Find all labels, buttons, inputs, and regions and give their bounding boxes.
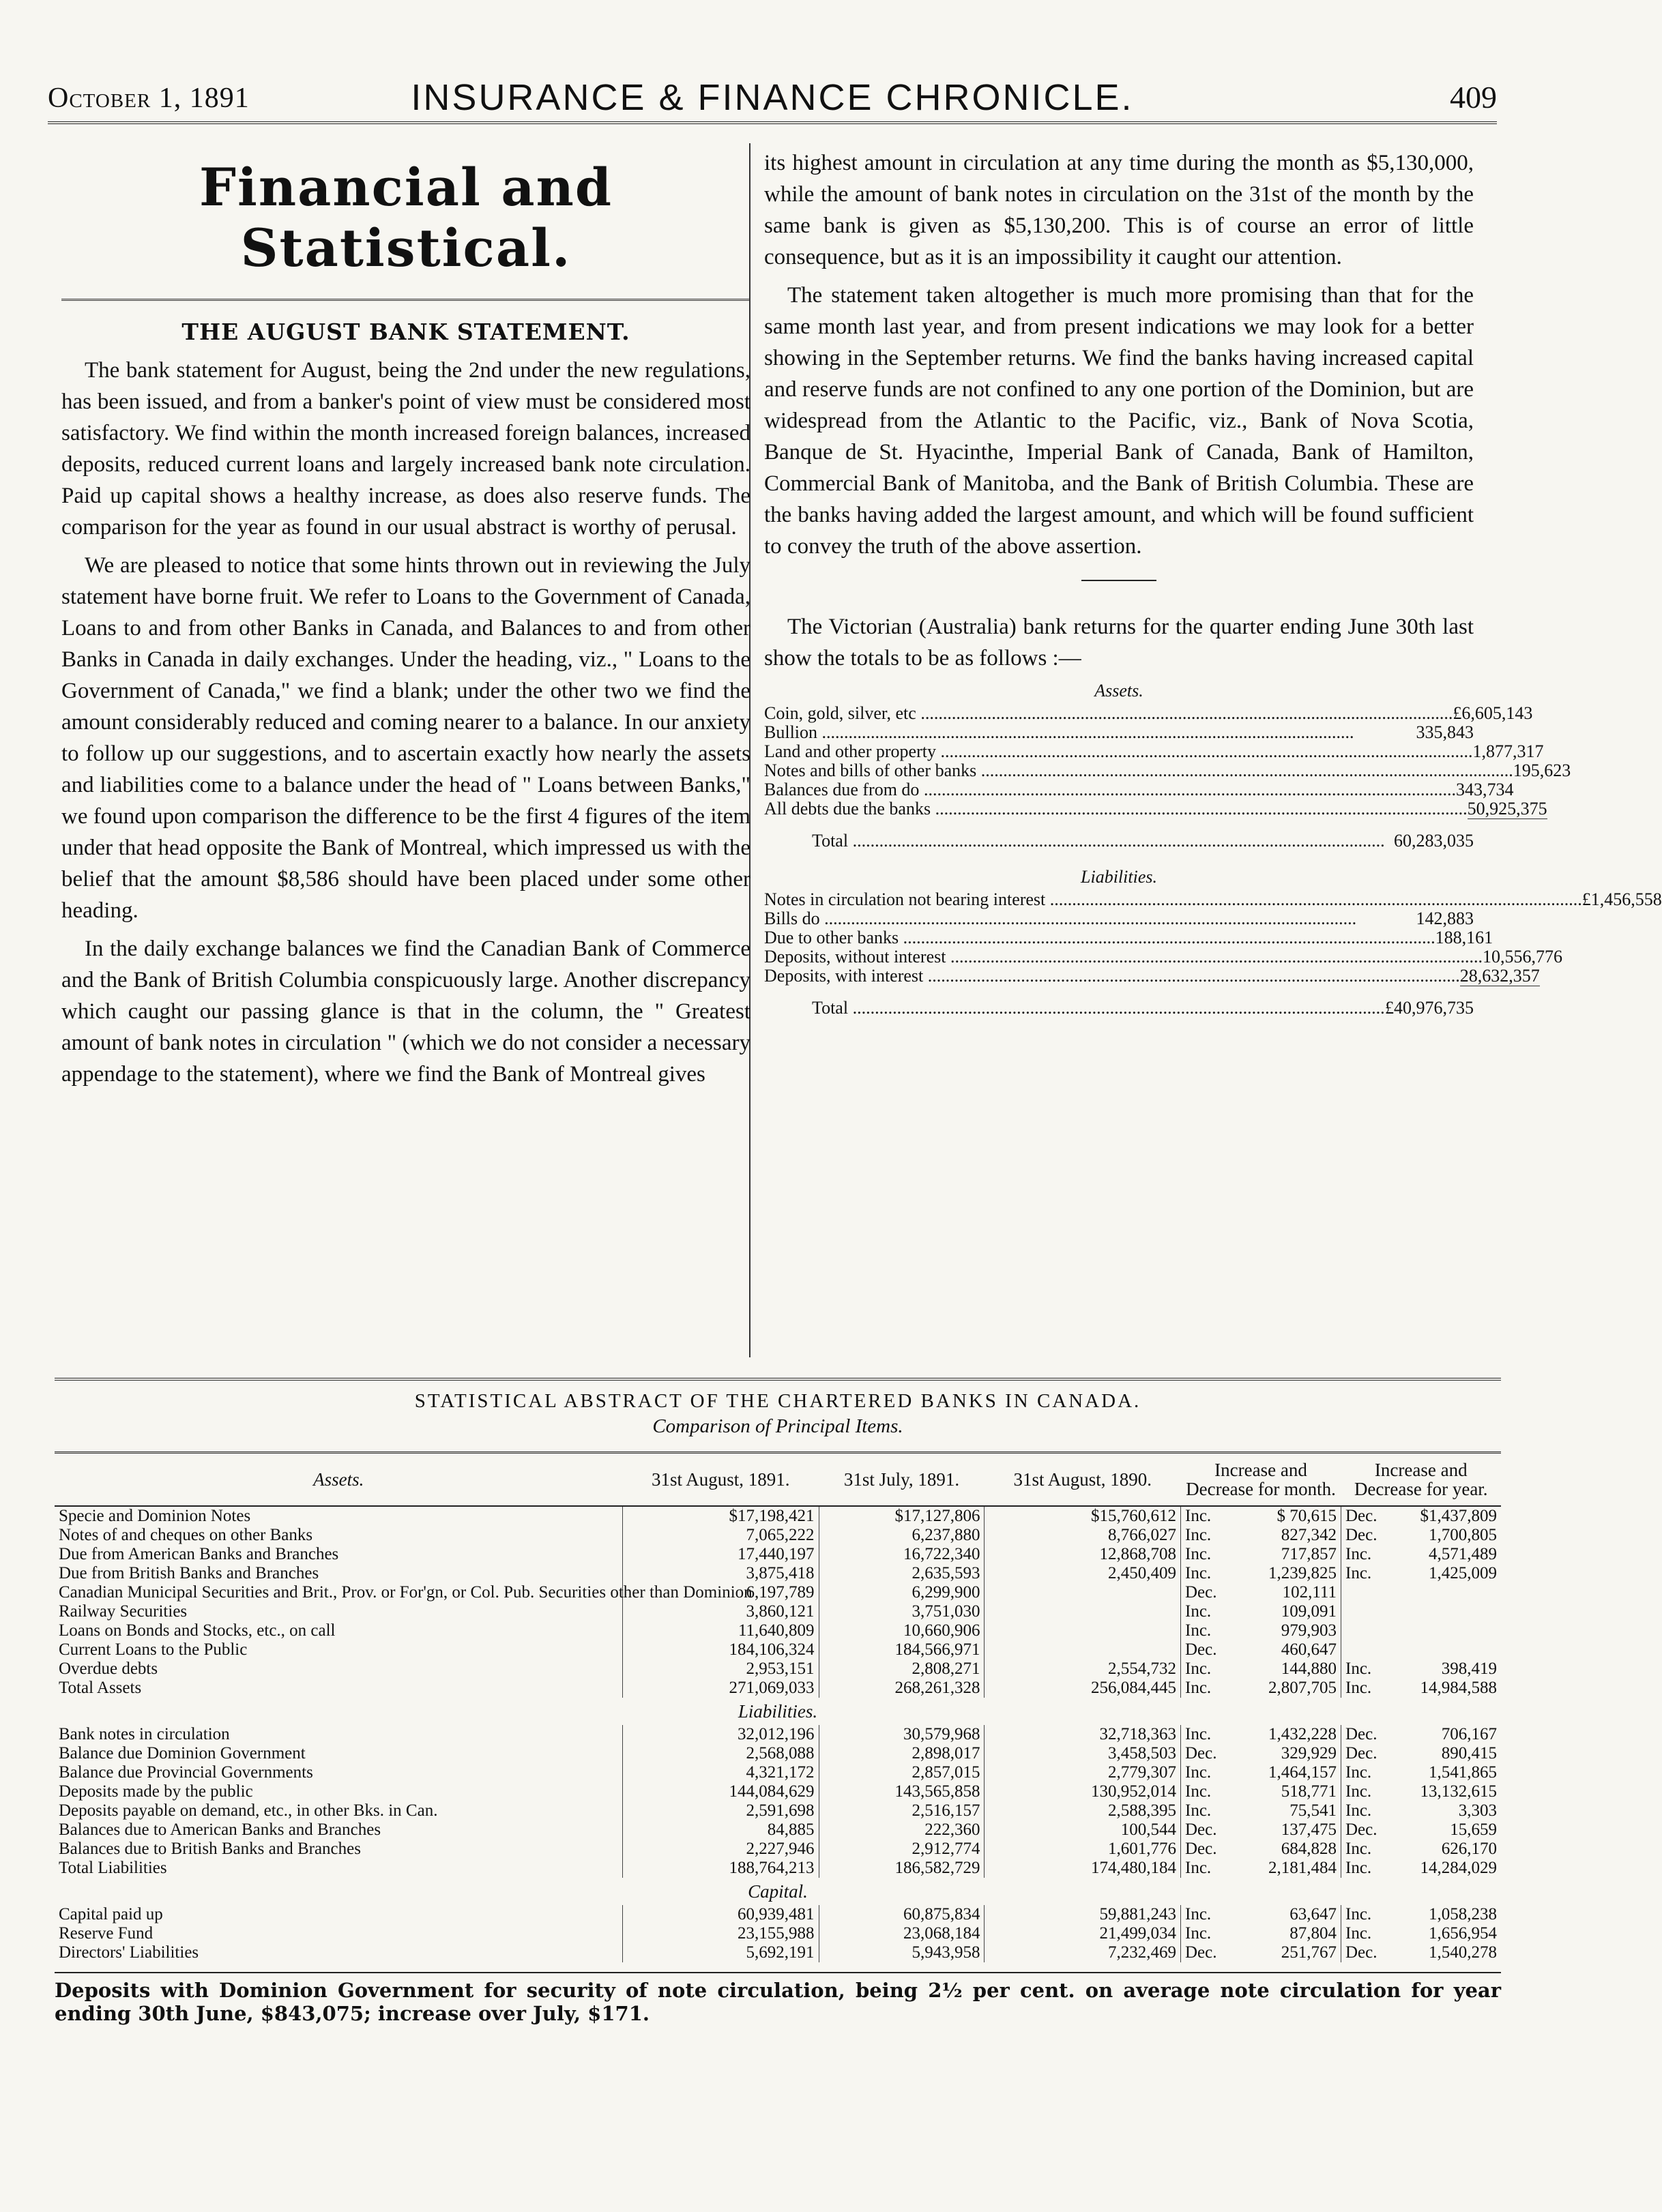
value-aug-1891: $17,198,421 [623,1506,819,1526]
value-jul-1891: 2,912,774 [819,1840,985,1859]
value-aug-1891: 5,692,191 [623,1943,819,1962]
value-aug-1890 [985,1583,1181,1602]
ledger-row: Balances due from do ..... 343,734 [764,780,1474,799]
month-change: 1,464,157 [1268,1763,1337,1782]
table-row [55,1859,1501,1878]
month-direction: Inc. [1181,1679,1231,1698]
value-aug-1891: 11,640,809 [623,1621,819,1640]
value-aug-1890: 256,084,445 [985,1679,1181,1698]
value-aug-1890: 174,480,184 [985,1859,1181,1878]
year-change: 398,419 [1441,1660,1497,1678]
page-number: 409 [1450,80,1497,115]
month-change: 102,111 [1282,1583,1337,1602]
table-row [55,1820,1501,1840]
value-jul-1891: 6,237,880 [819,1526,985,1545]
value-jul-1891: $17,127,806 [819,1506,985,1526]
ledger-row: Notes and bills of other banks ..... 195,623 [764,761,1474,780]
value-jul-1891: 2,857,015 [819,1763,985,1782]
table-row [55,1924,1501,1943]
year-change: $1,437,809 [1420,1507,1497,1525]
value-aug-1891: 3,860,121 [623,1602,819,1621]
row-label: Specie and Dominion Notes [59,1507,251,1525]
value-jul-1891: 268,261,328 [819,1679,985,1698]
ledger-row: Land and other property ..... 1,877,317 [764,742,1474,761]
value-aug-1891: 2,591,698 [623,1801,819,1820]
value-jul-1891: 184,566,971 [819,1640,985,1660]
value-aug-1890: 100,544 [985,1820,1181,1840]
ledger-row: Coin, gold, silver, etc ..... £6,605,143 [764,704,1474,723]
row-label: Deposits made by the public [59,1782,253,1801]
table-row [55,1621,1501,1640]
capital-heading-section [55,1878,1501,1905]
year-change: 3,303 [1458,1801,1497,1820]
value-jul-1891: 143,565,858 [819,1782,985,1801]
year-direction: Dec. [1341,1744,1391,1763]
value-jul-1891: 3,751,030 [819,1602,985,1621]
month-direction: Inc. [1181,1545,1231,1564]
col-header-month-change: Increase and Decrease for month. [1181,1453,1341,1507]
table-row [55,1943,1501,1962]
value-jul-1891: 186,582,729 [819,1859,985,1878]
value-aug-1890: 1,601,776 [985,1840,1181,1859]
victorian-liabilities-list [764,889,1662,1018]
value-aug-1890: 12,868,708 [985,1545,1181,1564]
value-aug-1891: 60,939,481 [623,1905,819,1924]
table-row [55,1763,1501,1782]
row-label: Reserve Fund [59,1924,154,1943]
month-direction: Inc. [1181,1621,1231,1640]
col-header-aug-1891: 31st August, 1891. [623,1453,819,1507]
ledger-row: Deposits, without interest ..... 10,556,776 [764,947,1474,967]
value-aug-1890: 2,450,409 [985,1564,1181,1583]
col-header-year-change: Increase and Decrease for year. [1341,1453,1502,1507]
year-change: 1,541,865 [1429,1763,1497,1782]
value-jul-1891: 5,943,958 [819,1943,985,1962]
table-row [55,1725,1501,1744]
col-header-assets: Assets. [55,1453,623,1507]
value-jul-1891: 60,875,834 [819,1905,985,1924]
ledger-row: Deposits, with interest ..... 28,632,357 [764,967,1474,986]
month-change: 460,647 [1281,1640,1337,1659]
year-direction: Inc. [1341,1660,1391,1679]
value-aug-1891: 271,069,033 [623,1679,819,1698]
year-change: 4,571,489 [1429,1545,1497,1563]
row-label: Deposits payable on demand, etc., in other Bks. in Can. [59,1801,438,1820]
table-subheading-row [55,1698,1501,1725]
row-label: Total Assets [59,1679,142,1697]
value-aug-1891: 144,084,629 [623,1782,819,1801]
month-direction: Inc. [1181,1859,1231,1878]
ledger-total-row: Total ..... 60,283,035 [764,831,1474,851]
row-label: Overdue debts [59,1660,158,1678]
year-change: 626,170 [1441,1840,1497,1858]
row-label: Balance due Dominion Government [59,1744,306,1763]
value-aug-1890: 2,588,395 [985,1801,1181,1820]
table-row [55,1660,1501,1679]
value-aug-1890: 3,458,503 [985,1744,1181,1763]
title-rule [61,299,750,301]
year-direction: Dec. [1341,1725,1391,1744]
value-jul-1891: 30,579,968 [819,1725,985,1744]
year-change: 13,132,615 [1420,1782,1497,1801]
victorian-intro: The Victorian (Australia) bank returns for the quarter ending June 30th last show the totals to be as follows :— [764,615,1474,670]
victorian-liabilities-heading: Liabilities. [1081,867,1157,887]
table-row [55,1679,1501,1698]
month-change: 329,929 [1281,1744,1337,1763]
ledger-row: Due to other banks ..... 188,161 [764,928,1474,947]
year-change: 1,540,278 [1429,1943,1497,1962]
year-direction: Inc. [1341,1564,1391,1583]
year-change: 1,425,009 [1429,1564,1497,1582]
ledger-row: Bills do ..... 142,883 [764,909,1474,928]
month-direction: Inc. [1181,1801,1231,1820]
year-change: 15,659 [1450,1820,1497,1839]
table-row [55,1840,1501,1859]
month-change: 251,767 [1281,1943,1337,1962]
month-change: 827,342 [1281,1526,1337,1544]
month-direction: Inc. [1181,1725,1231,1744]
footnote: Deposits with Dominion Government for security of note circulation, being 2½ per cent. on average note circulation for year ending 30th June, $843,075; increase over July, $171. [55,1972,1501,2025]
value-aug-1890 [985,1621,1181,1640]
year-change: 1,700,805 [1429,1526,1497,1544]
value-aug-1890: 8,766,027 [985,1526,1181,1545]
row-label: Directors' Liabilities [59,1943,199,1962]
month-direction: Dec. [1181,1744,1231,1763]
article-paragraph: We are pleased to notice that some hints thrown out in reviewing the July statement have borne fruit. We refer to Loans to the Government of Canada, Loans to and from other Banks in Canada, and Balances to and from other Banks in Canada in daily exchanges. Under the heading, viz., " Loans to the Government of Canada," we find a blank; under the other two we find the amount considerably reduced and coming nearer to a balance. In our anxiety to follow up our suggestions, and to ascertain exactly how nearly the assets and liabilities come to a balance under the head of " Loans between Banks," we found upon comparison the difference to be the first 4 figures of the item under that head opposite the Bank of Montreal, which impressed us with the belief that the amount $8,586 should have been placed under some other heading. [61,553,750,923]
value-aug-1890: 2,779,307 [985,1763,1181,1782]
row-label: Balance due Provincial Governments [59,1763,313,1782]
value-jul-1891: 222,360 [819,1820,985,1840]
year-direction [1341,1602,1391,1621]
year-change [1390,1640,1501,1660]
value-aug-1891: 7,065,222 [623,1526,819,1545]
value-aug-1890 [985,1640,1181,1660]
month-change: $ 70,615 [1277,1507,1337,1525]
month-direction: Inc. [1181,1602,1231,1621]
table-header-row [55,1453,1501,1507]
issue-date: October 1, 1891 [48,83,250,114]
value-aug-1891: 2,568,088 [623,1744,819,1763]
article-paragraph: The statement taken altogether is much more promising than that for the same month last year, and from present indications we may look for a better showing in the September returns. We find the banks having increased capital and reserve funds are not confined to any one portion of the Dominion, but are widespread from the Atlantic to the Pacific, viz., Bank of Nova Scotia, Banque de St. Hyacinthe, Imperial Bank of Canada, Bank of Hamilton, Commercial Bank of Manitoba, and the Bank of British Columbia. These are the banks having added the largest amount, and which will be found sufficient to convey the truth of the above assertion. [764,283,1474,559]
col-header-aug-1890: 31st August, 1890. [985,1453,1181,1507]
value-jul-1891: 2,635,593 [819,1564,985,1583]
table-row [55,1583,1501,1602]
value-aug-1891: 2,227,946 [623,1840,819,1859]
victorian-assets-list [764,703,1571,851]
abstract-title: STATISTICAL ABSTRACT OF THE CHARTERED BANKS IN CANADA. [414,1390,1141,1412]
value-aug-1891: 84,885 [623,1820,819,1840]
value-aug-1890 [985,1602,1181,1621]
table-row [55,1640,1501,1660]
ledger-row: All debts due the banks ..... 50,925,375 [764,799,1474,819]
abstract-subtitle: Comparison of Principal Items. [652,1415,903,1437]
article-title: THE AUGUST BANK STATEMENT. [181,319,630,345]
year-change: 14,284,029 [1420,1859,1497,1877]
abstract-table [55,1451,1501,1962]
row-label: Canadian Municipal Securities and Brit., Prov. or For'gn, or Col. Pub. Securities other than Dominion [59,1583,753,1602]
value-aug-1890: 32,718,363 [985,1725,1181,1744]
col-header-jul-1891: 31st July, 1891. [819,1453,985,1507]
table-row [55,1602,1501,1621]
month-change: 979,903 [1281,1621,1337,1640]
year-direction: Inc. [1341,1545,1391,1564]
right-column [764,147,1662,1018]
value-aug-1891: 6,197,789 [623,1583,819,1602]
year-change: 14,984,588 [1420,1679,1497,1697]
year-change: 706,167 [1441,1725,1497,1743]
capital-subheading: Capital. [748,1881,808,1902]
value-aug-1891: 3,875,418 [623,1564,819,1583]
statistical-abstract [55,1378,1501,2025]
month-change: 75,541 [1289,1801,1337,1820]
value-aug-1891: 184,106,324 [623,1640,819,1660]
row-label: Capital paid up [59,1905,163,1923]
ledger-row: Notes in circulation not bearing interest ..... £1,456,558 [764,890,1474,909]
table-row [55,1545,1501,1564]
month-change: 684,828 [1281,1840,1337,1858]
value-aug-1890: $15,760,612 [985,1506,1181,1526]
month-change: 1,239,825 [1268,1564,1337,1582]
year-change: 1,656,954 [1429,1924,1497,1943]
month-direction: Inc. [1181,1905,1231,1924]
page-header [48,74,1497,124]
liabilities-subheading: Liabilities. [738,1700,818,1722]
month-direction: Inc. [1181,1924,1231,1943]
value-aug-1891: 23,155,988 [623,1924,819,1943]
month-change: 518,771 [1281,1782,1337,1801]
liabilities-section [55,1725,1501,1878]
publication-title: INSURANCE & FINANCE CHRONICLE. [411,77,1134,118]
ledger-row: Bullion ..... 335,843 [764,723,1474,742]
value-aug-1891: 188,764,213 [623,1859,819,1878]
year-direction: Dec. [1341,1820,1391,1840]
table-row [55,1744,1501,1763]
month-direction: Dec. [1181,1943,1231,1962]
value-jul-1891: 16,722,340 [819,1545,985,1564]
section-title: Financial and Statistical. [199,157,613,278]
table-row [55,1782,1501,1801]
month-direction: Dec. [1181,1840,1231,1859]
month-change: 63,647 [1289,1905,1337,1923]
month-direction: Inc. [1181,1660,1231,1679]
year-direction: Inc. [1341,1801,1391,1820]
row-label: Notes of and cheques on other Banks [59,1526,313,1544]
month-change: 144,880 [1281,1660,1337,1678]
month-direction: Inc. [1181,1763,1231,1782]
month-direction: Dec. [1181,1640,1231,1660]
year-change [1390,1602,1501,1621]
year-direction: Dec. [1341,1506,1391,1526]
table-row [55,1905,1501,1924]
value-aug-1890: 21,499,034 [985,1924,1181,1943]
month-direction: Inc. [1181,1782,1231,1801]
year-change [1390,1583,1501,1602]
month-change: 1,432,228 [1268,1725,1337,1743]
row-label: Balances due to American Banks and Branches [59,1820,381,1839]
month-change: 109,091 [1281,1602,1337,1621]
row-label: Loans on Bonds and Stocks, etc., on call [59,1621,336,1640]
article-paragraph: its highest amount in circulation at any time during the month as $5,130,000, while the amount of bank notes in circulation on the 31st of the month by the same bank is given as $5,130,200. This is of course an error of little consequence, but as it is an impossibility it caught our attention. [764,151,1474,269]
value-jul-1891: 10,660,906 [819,1621,985,1640]
year-direction [1341,1621,1391,1640]
row-label: Bank notes in circulation [59,1725,230,1743]
table-row [55,1506,1501,1526]
row-label: Current Loans to the Public [59,1640,248,1659]
value-aug-1890: 2,554,732 [985,1660,1181,1679]
table-row [55,1526,1501,1545]
table-row [55,1801,1501,1820]
year-direction: Inc. [1341,1679,1391,1698]
month-change: 137,475 [1281,1820,1337,1839]
month-direction: Inc. [1181,1526,1231,1545]
separator-rule [1081,580,1156,581]
article-paragraph: In the daily exchange balances we find the Canadian Bank of Commerce and the Bank of British Columbia conspicuously large. Another discrepancy which caught our passing glance is that in the column, the " Greatest amount of bank notes in circulation " (which we do not consider a necessary appendage to the statement), where we find the Bank of Montreal gives [61,937,750,1087]
value-aug-1891: 32,012,196 [623,1725,819,1744]
month-direction: Inc. [1181,1564,1231,1583]
table-row [55,1564,1501,1583]
left-column [61,136,750,1097]
year-direction: Inc. [1341,1782,1391,1801]
value-jul-1891: 2,808,271 [819,1660,985,1679]
victorian-assets-heading: Assets. [1094,681,1143,701]
year-direction: Inc. [1341,1924,1391,1943]
value-aug-1891: 4,321,172 [623,1763,819,1782]
month-change: 2,807,705 [1268,1679,1337,1697]
year-direction: Dec. [1341,1526,1391,1545]
value-jul-1891: 2,516,157 [819,1801,985,1820]
year-direction [1341,1583,1391,1602]
year-change: 890,415 [1441,1744,1497,1763]
value-jul-1891: 6,299,900 [819,1583,985,1602]
value-aug-1890: 130,952,014 [985,1782,1181,1801]
row-label: Total Liabilities [59,1859,167,1877]
row-label: Due from American Banks and Branches [59,1545,339,1563]
year-direction: Inc. [1341,1859,1391,1878]
year-direction: Dec. [1341,1943,1391,1962]
liabilities-heading-section [55,1698,1501,1725]
table-subheading-row [55,1878,1501,1905]
year-change [1390,1621,1501,1640]
year-direction: Inc. [1341,1763,1391,1782]
month-direction: Dec. [1181,1583,1231,1602]
row-label: Railway Securities [59,1602,188,1621]
ledger-total-row: Total ..... £40,976,735 [764,999,1474,1018]
value-jul-1891: 23,068,184 [819,1924,985,1943]
year-direction: Inc. [1341,1905,1391,1924]
value-aug-1891: 17,440,197 [623,1545,819,1564]
abstract-rule [55,1378,1501,1381]
month-direction: Inc. [1181,1506,1231,1526]
value-aug-1890: 7,232,469 [985,1943,1181,1962]
row-label: Due from British Banks and Branches [59,1564,319,1582]
value-jul-1891: 2,898,017 [819,1744,985,1763]
month-change: 87,804 [1289,1924,1337,1943]
value-aug-1891: 2,953,151 [623,1660,819,1679]
row-label: Balances due to British Banks and Branches [59,1840,361,1858]
year-direction [1341,1640,1391,1660]
year-change: 1,058,238 [1429,1905,1497,1923]
value-aug-1890: 59,881,243 [985,1905,1181,1924]
month-direction: Dec. [1181,1820,1231,1840]
year-direction: Inc. [1341,1840,1391,1859]
capital-section [55,1905,1501,1962]
article-paragraph: The bank statement for August, being the 2nd under the new regulations, has been issued, and from a banker's point of view must be considered most satisfactory. We find within the month increased foreign balances, increased deposits, reduced current loans and largely increased bank note circulation. Paid up capital shows a healthy increase, as does also reserve funds. The comparison for the year as found in our usual abstract is worthy of perusal. [61,358,750,540]
assets-section [55,1506,1501,1698]
month-change: 717,857 [1281,1545,1337,1563]
month-change: 2,181,484 [1268,1859,1337,1877]
